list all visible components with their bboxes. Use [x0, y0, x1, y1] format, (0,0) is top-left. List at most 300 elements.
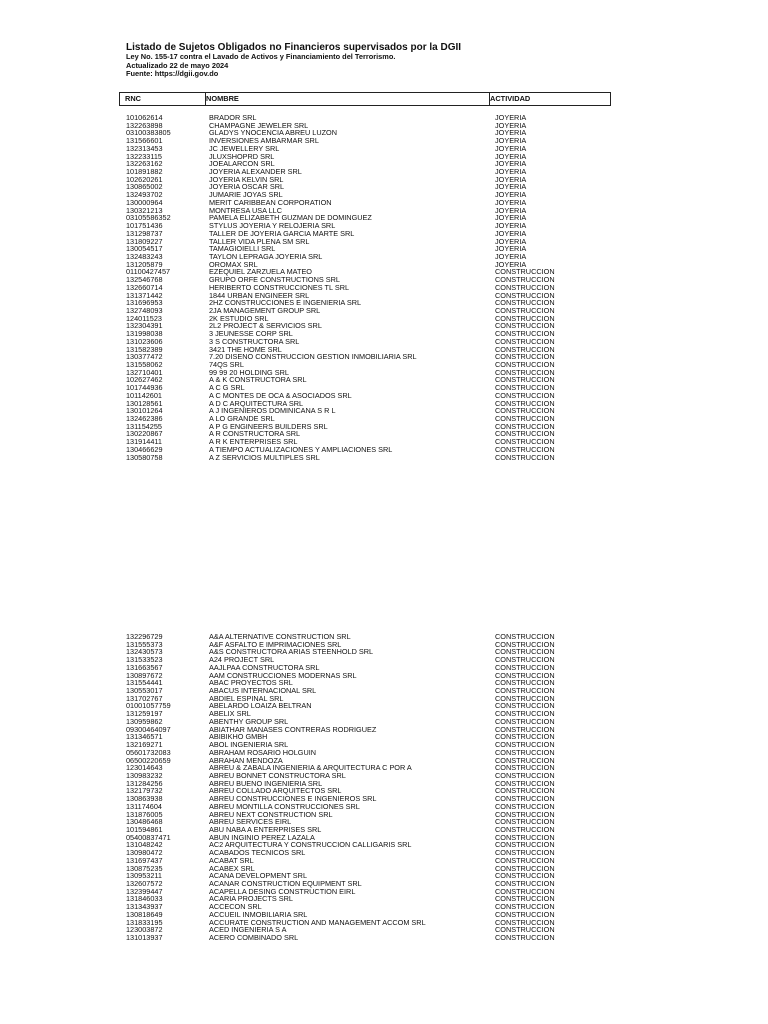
cell-nombre: ACERO COMBINADO SRL [209, 933, 299, 943]
cell-rnc: 130818649 [126, 909, 163, 919]
table-row [0, 872, 768, 880]
cell-actividad: JOYERIA [495, 251, 527, 261]
cell-rnc: 101594861 [126, 824, 163, 834]
cell-actividad: CONSTRUCCION [495, 871, 555, 881]
cell-rnc: 132296729 [126, 632, 163, 641]
cell-nombre: ABIBIKHO GMBH [209, 732, 268, 742]
cell-actividad: CONSTRUCCION [495, 632, 555, 641]
cell-rnc: 130101264 [126, 406, 163, 416]
cell-rnc: 131582389 [126, 344, 163, 354]
cell-actividad: CONSTRUCCION [495, 375, 555, 385]
cell-rnc: 131833195 [126, 917, 163, 927]
table-row [0, 880, 768, 888]
table-row [0, 315, 768, 323]
cell-actividad: CONSTRUCCION [495, 840, 555, 850]
cell-nombre: JOYERIA OSCAR SRL [209, 182, 285, 192]
cell-actividad: CONSTRUCCION [495, 414, 555, 424]
cell-nombre: OROMAX SRL [209, 259, 258, 269]
cell-rnc: 130983232 [126, 770, 163, 780]
table-row [0, 749, 768, 757]
cell-nombre: A24 PROJECT SRL [209, 655, 275, 665]
cell-rnc: 130000964 [126, 197, 163, 207]
cell-actividad: CONSTRUCCION [495, 429, 555, 439]
cell-actividad: CONSTRUCCION [495, 809, 555, 819]
cell-nombre: A D C ARQUITECTURA SRL [209, 398, 304, 408]
table-row [0, 772, 768, 780]
cell-actividad: CONSTRUCCION [495, 670, 555, 680]
cell-rnc: 132430573 [126, 647, 163, 657]
cell-nombre: JLUXSHOPRD SRL [209, 151, 275, 161]
cell-rnc: 124011523 [126, 313, 162, 323]
column-header-nombre: NOMBRE [201, 93, 490, 105]
table-row [0, 787, 768, 795]
table-row [0, 338, 768, 346]
cell-rnc: 132748093 [126, 305, 163, 315]
table-row [0, 253, 768, 261]
cell-nombre: A C G SRL [209, 383, 245, 393]
table-row [0, 276, 768, 284]
table-row [0, 307, 768, 315]
cell-nombre: GLADYS YNOCENCIA ABREU LUZON [209, 128, 338, 138]
cell-nombre: CHAMPAGNE JEWELER SRL [209, 120, 309, 130]
column-header-actividad: ACTIVIDAD [490, 94, 531, 103]
cell-nombre: 7.20 DISENO CONSTRUCCION GESTION INMOBILIARIA SRL [209, 352, 417, 362]
cell-rnc: 131696953 [126, 298, 163, 308]
cell-actividad: CONSTRUCCION [495, 848, 555, 858]
cell-rnc: 123003872 [126, 925, 163, 935]
cell-actividad: CONSTRUCCION [495, 832, 555, 842]
cell-nombre: HERIBERTO CONSTRUCCIONES TL SRL [209, 282, 350, 292]
cell-nombre: JC JEWELLERY SRL [209, 143, 280, 153]
cell-nombre: A LO GRANDE SRL [209, 414, 275, 424]
cell-actividad: CONSTRUCCION [495, 686, 555, 696]
table-row [0, 780, 768, 788]
cell-rnc: 131663567 [126, 662, 163, 672]
cell-nombre: JUMARIE JOYAS SRL [209, 190, 283, 200]
cell-rnc: 101751436 [126, 221, 163, 231]
cell-actividad: CONSTRUCCION [495, 740, 555, 750]
cell-actividad: JOYERIA [495, 143, 527, 153]
cell-nombre: ABREU CONSTRUCCIONES E INGENIEROS SRL [209, 794, 377, 804]
cell-actividad: CONSTRUCCION [495, 778, 555, 788]
cell-nombre: 74QS SRL [209, 360, 244, 369]
table-row [0, 168, 768, 176]
cell-actividad: CONSTRUCCION [495, 678, 555, 688]
cell-nombre: ABRAHAN MENDOZA [209, 755, 283, 765]
cell-nombre: ACANA DEVELOPMENT SRL [209, 871, 307, 881]
cell-actividad: JOYERIA [495, 136, 527, 146]
cell-nombre: ACABAT SRL [209, 855, 254, 865]
table-row [0, 183, 768, 191]
cell-actividad: CONSTRUCCION [495, 275, 555, 285]
cell-actividad: JOYERIA [495, 197, 527, 207]
cell-actividad: CONSTRUCCION [495, 352, 555, 362]
cell-actividad: CONSTRUCCION [495, 794, 555, 804]
cell-nombre: A C MONTES DE OCA & ASOCIADOS SRL [209, 390, 352, 400]
cell-actividad: CONSTRUCCION [495, 709, 555, 719]
cell-nombre: TALLER VIDA PLENA SM SRL [209, 236, 310, 246]
cell-rnc: 131809227 [126, 236, 163, 246]
cell-nombre: ABOL INGENIERIA SRL [209, 740, 289, 750]
cell-nombre: ABDIEL ESPINAL SRL [209, 693, 284, 703]
cell-rnc: 131023606 [126, 336, 163, 346]
cell-actividad: CONSTRUCCION [495, 360, 555, 369]
cell-nombre: MERIT CARIBBEAN CORPORATION [209, 197, 332, 207]
table-row [0, 191, 768, 199]
cell-rnc: 132179732 [126, 786, 163, 796]
table-row [0, 299, 768, 307]
cell-nombre: BRADOR SRL [209, 113, 257, 122]
cell-nombre: ABREU NEXT CONSTRUCTION SRL [209, 809, 333, 819]
cell-nombre: 2JA MANAGEMENT GROUP SRL [209, 305, 321, 315]
cell-rnc: 05601732083 [126, 747, 171, 757]
cell-actividad: CONSTRUCCION [495, 305, 555, 315]
table-body-block-2 [0, 633, 768, 942]
table-row [0, 284, 768, 292]
cell-rnc: 132660714 [126, 282, 163, 292]
cell-nombre: A & K CONSTRUCTORA SRL [209, 375, 307, 385]
table-row [0, 919, 768, 927]
cell-rnc: 101744936 [126, 383, 163, 393]
cell-rnc: 130897672 [126, 670, 163, 680]
table-row [0, 741, 768, 749]
table-row [0, 245, 768, 253]
table-row [0, 656, 768, 664]
table-row [0, 633, 768, 641]
table-row [0, 400, 768, 408]
cell-rnc: 101142601 [126, 390, 162, 400]
cell-rnc: 131846033 [126, 894, 163, 904]
cell-rnc: 132399447 [126, 886, 163, 896]
table-row [0, 292, 768, 300]
cell-actividad: CONSTRUCCION [495, 894, 555, 904]
law-reference: Ley No. 155-17 contra el Lavado de Activos y Financiamiento del Terrorismo. [126, 52, 396, 61]
table-row [0, 407, 768, 415]
table-row [0, 230, 768, 238]
cell-nombre: JOYERIA ALEXANDER SRL [209, 167, 302, 177]
cell-nombre: TALLER DE JOYERIA GARCIA MARTE SRL [209, 228, 355, 238]
cell-rnc: 132313453 [126, 143, 163, 153]
cell-nombre: 3421 THE HOME SRL [209, 344, 282, 354]
cell-nombre: ABUN INGINIO PEREZ LAZALA [209, 832, 315, 842]
cell-actividad: CONSTRUCCION [495, 639, 555, 649]
cell-nombre: TAMAGIOIELLI SRL [209, 244, 276, 254]
cell-nombre: A R K ENTERPRISES SRL [209, 437, 298, 447]
cell-actividad: CONSTRUCCION [495, 786, 555, 796]
table-row [0, 430, 768, 438]
cell-rnc: 130865002 [126, 182, 163, 192]
cell-actividad: CONSTRUCCION [495, 693, 555, 703]
cell-actividad: CONSTRUCCION [495, 817, 555, 827]
table-row [0, 369, 768, 377]
cell-actividad: CONSTRUCCION [495, 298, 555, 308]
table-row [0, 153, 768, 161]
cell-rnc: 101062614 [126, 113, 163, 122]
cell-nombre: 2L2 PROJECT & SERVICIOS SRL [209, 321, 322, 331]
cell-rnc: 102627462 [126, 375, 163, 385]
cell-actividad: JOYERIA [495, 221, 527, 231]
cell-nombre: ACED INGENIERIA S A [209, 925, 287, 935]
cell-actividad: JOYERIA [495, 120, 527, 130]
table-row [0, 214, 768, 222]
cell-actividad: CONSTRUCCION [495, 801, 555, 811]
table-row [0, 446, 768, 454]
table-row [0, 222, 768, 230]
cell-actividad: CONSTRUCCION [495, 406, 555, 416]
cell-nombre: ACABADOS TECNICOS SRL [209, 848, 306, 858]
table-row [0, 207, 768, 215]
cell-rnc: 131284256 [126, 778, 163, 788]
cell-rnc: 132462386 [126, 414, 163, 424]
cell-rnc: 130486468 [126, 817, 163, 827]
cell-actividad: CONSTRUCCION [495, 267, 555, 277]
cell-rnc: 09300464097 [126, 724, 171, 734]
table-row [0, 865, 768, 873]
cell-nombre: ABREU BONNET CONSTRUCTORA SRL [209, 770, 346, 780]
cell-nombre: ACCURATE CONSTRUCTION AND MANAGEMENT ACCOM SRL [209, 917, 426, 927]
cell-rnc: 01001057759 [126, 701, 171, 711]
cell-actividad: CONSTRUCCION [495, 444, 555, 454]
cell-nombre: ACARIA PROJECTS SRL [209, 894, 293, 904]
table-row [0, 818, 768, 826]
table-row [0, 903, 768, 911]
cell-nombre: ABU NABA A ENTERPRISES SRL [209, 824, 322, 834]
table-row [0, 857, 768, 865]
cell-nombre: ABREU MONTILLA CONSTRUCCIONES SRL [209, 801, 360, 811]
table-row [0, 114, 768, 122]
cell-rnc: 131998038 [126, 329, 163, 339]
cell-actividad: CONSTRUCCION [495, 383, 555, 393]
cell-actividad: CONSTRUCCION [495, 716, 555, 726]
cell-actividad: JOYERIA [495, 236, 527, 246]
cell-actividad: CONSTRUCCION [495, 313, 555, 323]
cell-nombre: A&S CONSTRUCTORA ARIAS STEENHOLD SRL [209, 647, 374, 657]
cell-actividad: JOYERIA [495, 244, 527, 254]
cell-nombre: 1844 URBAN ENGINEER SRL [209, 290, 310, 300]
cell-nombre: AAM CONSTRUCCIONES MODERNAS SRL [209, 670, 357, 680]
cell-rnc: 01100427457 [126, 267, 171, 277]
table-row [0, 322, 768, 330]
table-row [0, 361, 768, 369]
cell-rnc: 130054517 [126, 244, 163, 254]
cell-actividad: CONSTRUCCION [495, 390, 555, 400]
table-row [0, 849, 768, 857]
cell-nombre: EZEQUIEL ZARZUELA MATEO [209, 267, 312, 277]
cell-nombre: GRUPO ORFE CONSTRUCTIONS SRL [209, 275, 340, 285]
cell-rnc: 131371442 [126, 290, 163, 300]
table-row [0, 648, 768, 656]
table-row [0, 145, 768, 153]
cell-actividad: CONSTRUCCION [495, 452, 555, 462]
cell-actividad: CONSTRUCCION [495, 336, 555, 346]
cell-actividad: CONSTRUCCION [495, 437, 555, 447]
cell-nombre: ABREU BUENO INGENIERIA SRL [209, 778, 323, 788]
cell-rnc: 130466629 [126, 444, 163, 454]
cell-rnc: 132483243 [126, 251, 163, 261]
cell-actividad: CONSTRUCCION [495, 367, 555, 377]
cell-nombre: STYLUS JOYERIA Y RELOJERIA SRL [209, 221, 336, 231]
cell-rnc: 131554441 [126, 678, 163, 688]
cell-actividad: CONSTRUCCION [495, 655, 555, 665]
cell-actividad: JOYERIA [495, 205, 527, 215]
cell-nombre: ABACUS INTERNACIONAL SRL [209, 686, 317, 696]
cell-nombre: MONTRESA USA LLC [209, 205, 282, 215]
table-row [0, 888, 768, 896]
cell-nombre: ABELIX SRL [209, 709, 251, 719]
source-line: Fuente: https://dgii.gov.do [126, 69, 219, 79]
cell-actividad: CONSTRUCCION [495, 329, 555, 339]
document-header [126, 42, 461, 79]
cell-actividad: JOYERIA [495, 151, 527, 161]
cell-rnc: 131558062 [126, 360, 163, 369]
cell-nombre: 2K ESTUDIO SRL [209, 313, 269, 323]
cell-rnc: 132304391 [126, 321, 163, 331]
table-row [0, 803, 768, 811]
cell-actividad: JOYERIA [495, 213, 527, 223]
table-row [0, 423, 768, 431]
cell-nombre: ABREU & ZABALA INGENIERIA & ARQUITECTURA C POR A [209, 763, 412, 773]
cell-nombre: ABRAHAM ROSARIO HOLGUIN [209, 747, 317, 757]
table-row [0, 718, 768, 726]
table-row [0, 137, 768, 145]
cell-actividad: CONSTRUCCION [495, 724, 555, 734]
cell-actividad: CONSTRUCCION [495, 770, 555, 780]
cell-rnc: 123014643 [126, 763, 163, 773]
table-row [0, 392, 768, 400]
table-row [0, 160, 768, 168]
table-row [0, 330, 768, 338]
table-row [0, 926, 768, 934]
cell-actividad: CONSTRUCCION [495, 855, 555, 865]
cell-rnc: 131702767 [126, 693, 163, 703]
cell-nombre: 3 JEUNESSE CORP SRL [209, 329, 293, 339]
cell-actividad: CONSTRUCCION [495, 662, 555, 672]
table-row [0, 672, 768, 680]
table-row [0, 702, 768, 710]
cell-actividad: CONSTRUCCION [495, 933, 555, 943]
cell-nombre: ACAPELLA DESING CONSTRUCTION EIRL [209, 886, 356, 896]
cell-nombre: A TIEMPO ACTUALIZACIONES Y AMPLIACIONES SRL [209, 444, 393, 454]
cell-rnc: 130863938 [126, 794, 163, 804]
table-row [0, 454, 768, 462]
table-row [0, 726, 768, 734]
cell-rnc: 131566601 [126, 136, 163, 146]
cell-nombre: A R CONSTRUCTORA SRL [209, 429, 301, 439]
cell-rnc: 130980472 [126, 848, 163, 858]
cell-nombre: AC2 ARQUITECTURA Y CONSTRUCCION CALLIGARIS SRL [209, 840, 412, 850]
table-row [0, 695, 768, 703]
cell-rnc: 03105586352 [126, 213, 171, 223]
table-row [0, 764, 768, 772]
cell-nombre: ACCECON SRL [209, 902, 262, 912]
cell-rnc: 132169271 [126, 740, 163, 750]
table-row [0, 811, 768, 819]
cell-nombre: 3 S CONSTRUCTORA SRL [209, 336, 300, 346]
cell-rnc: 130959862 [126, 716, 163, 726]
cell-actividad: CONSTRUCCION [495, 290, 555, 300]
cell-actividad: JOYERIA [495, 228, 527, 238]
cell-actividad: JOYERIA [495, 113, 527, 122]
table-row [0, 841, 768, 849]
cell-rnc: 132710401 [126, 367, 163, 377]
cell-nombre: ABENTHY GROUP SRL [209, 716, 289, 726]
cell-rnc: 102620261 [126, 174, 163, 184]
cell-nombre: ABELARDO LOAIZA BELTRAN [209, 701, 312, 711]
cell-rnc: 130220867 [126, 429, 163, 439]
cell-rnc: 131876005 [126, 809, 163, 819]
cell-actividad: CONSTRUCCION [495, 755, 555, 765]
cell-rnc: 06500220659 [126, 755, 171, 765]
cell-nombre: ABREU COLLADO ARQUITECTOS SRL [209, 786, 342, 796]
cell-rnc: 130377472 [126, 352, 163, 362]
cell-actividad: CONSTRUCCION [495, 282, 555, 292]
table-row [0, 733, 768, 741]
cell-nombre: JOEALARCON SRL [209, 159, 275, 169]
cell-rnc: 130580758 [126, 452, 163, 462]
cell-nombre: AAJLPAA CONSTRUCTORA SRL [209, 662, 320, 672]
cell-actividad: CONSTRUCCION [495, 863, 555, 873]
cell-rnc: 131298737 [126, 228, 163, 238]
cell-actividad: JOYERIA [495, 259, 527, 269]
cell-rnc: 130953211 [126, 871, 162, 881]
cell-nombre: A J INGENIEROS DOMINICANA S R L [209, 406, 336, 416]
table-row [0, 679, 768, 687]
table-row [0, 710, 768, 718]
table-row [0, 687, 768, 695]
cell-rnc: 03100383805 [126, 128, 171, 138]
cell-actividad: CONSTRUCCION [495, 421, 555, 431]
table-header [119, 92, 611, 106]
cell-nombre: A P G ENGINEERS BUILDERS SRL [209, 421, 328, 431]
cell-rnc: 131174604 [126, 801, 162, 811]
cell-rnc: 132493702 [126, 190, 163, 200]
cell-nombre: A Z SERVICIOS MULTIPLES SRL [209, 452, 320, 462]
cell-actividad: CONSTRUCCION [495, 879, 555, 888]
cell-actividad: CONSTRUCCION [495, 398, 555, 408]
cell-nombre: ACABEX SRL [209, 863, 255, 873]
cell-nombre: ACCUEIL INMOBILIARIA SRL [209, 909, 308, 919]
cell-rnc: 132233115 [126, 151, 162, 161]
cell-rnc: 131697437 [126, 855, 163, 865]
cell-rnc: 132607572 [126, 879, 163, 888]
table-row [0, 795, 768, 803]
cell-rnc: 131205879 [126, 259, 163, 269]
cell-rnc: 132263898 [126, 120, 163, 130]
cell-nombre: ABREU SERVICES EIRL [209, 817, 292, 827]
cell-actividad: CONSTRUCCION [495, 909, 555, 919]
cell-nombre: TAYLON LEPRAGA JOYERIA SRL [209, 251, 323, 261]
cell-actividad: CONSTRUCCION [495, 902, 555, 912]
cell-actividad: CONSTRUCCION [495, 886, 555, 896]
cell-nombre: 99 99 20 HOLDING SRL [209, 367, 289, 377]
cell-actividad: CONSTRUCCION [495, 763, 555, 773]
cell-nombre: 2HZ CONSTRUCCIONES E INGENIERIA SRL [209, 298, 362, 308]
cell-rnc: 130128561 [126, 398, 163, 408]
table-row [0, 129, 768, 137]
cell-actividad: CONSTRUCCION [495, 824, 555, 834]
cell-rnc: 130875235 [126, 863, 163, 873]
table-row [0, 664, 768, 672]
cell-actividad: JOYERIA [495, 190, 527, 200]
cell-rnc: 131555373 [126, 639, 163, 649]
table-body-block-1 [0, 114, 768, 461]
cell-nombre: A&F ASFALTO E IMPRIMACIONES SRL [209, 639, 342, 649]
document-title: Listado de Sujetos Obligados no Financieros supervisados por la DGII [126, 42, 462, 53]
table-row [0, 384, 768, 392]
table-row [0, 238, 768, 246]
cell-actividad: JOYERIA [495, 167, 527, 177]
cell-rnc: 130321213 [126, 205, 163, 215]
